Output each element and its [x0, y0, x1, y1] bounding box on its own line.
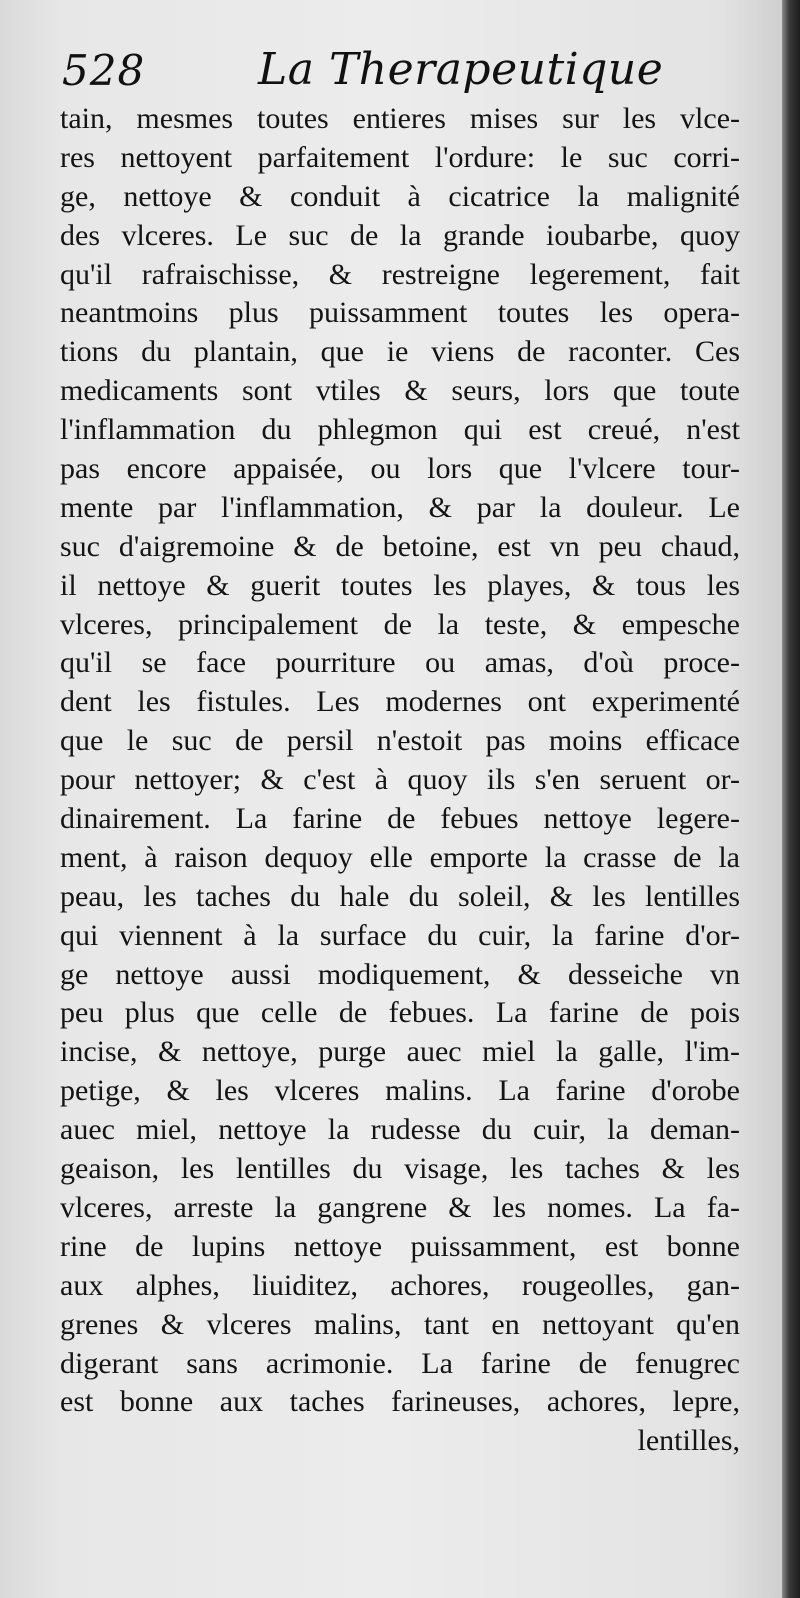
- text-line: est bonne aux taches farineuses, achores, lepre,: [60, 1385, 740, 1419]
- text-line: tain, mesmes toutes entieres mises sur les vlce-: [60, 102, 740, 135]
- text-line: pour nettoyer; & c'est à quoy ils s'en seruent or-: [60, 763, 740, 797]
- text-line: incise, & nettoye, purge auec miel la galle, l'im-: [60, 1035, 740, 1069]
- text-line: que le suc de persil n'estoit pas moins efficace: [60, 724, 740, 758]
- text-line: vlceres, principalement de la teste, & empesche: [60, 607, 740, 641]
- text-line: qu'il se face pourriture ou amas, d'où proce-: [60, 646, 740, 680]
- page-header: [58, 40, 758, 102]
- text-line: aux alphes, liuiditez, achores, rougeolles, gan-: [60, 1268, 740, 1302]
- text-line: ment, à raison dequoy elle emporte la crasse de la: [60, 840, 740, 874]
- text-line: rine de lupins nettoye puissamment, est bonne: [60, 1229, 740, 1263]
- text-line: res nettoyent parfaitement l'ordure: le suc corri-: [60, 140, 740, 174]
- text-line: pas encore appaisée, ou lors que l'vlcere tour-: [60, 452, 740, 486]
- text-line: petige, & les vlceres malins. La farine d'orobe: [60, 1074, 740, 1108]
- text-line: peau, les taches du hale du soleil, & les lentilles: [60, 879, 740, 913]
- text-line: ge, nettoye & conduit à cicatrice la malignité: [60, 179, 740, 213]
- text-line: des vlceres. Le suc de la grande ioubarbe, quoy: [60, 218, 740, 252]
- text-line: neantmoins plus puissamment toutes les opera-: [60, 296, 740, 330]
- text-line: l'inflammation du phlegmon qui est creué, n'est: [60, 413, 740, 447]
- text-line: tions du plantain, que ie viens de raconter. Ces: [60, 335, 740, 369]
- text-line: ge nettoye aussi modiquement, & desseiche vn: [60, 957, 740, 991]
- text-line: vlceres, arreste la gangrene & les nomes. La fa-: [60, 1190, 740, 1224]
- text-line: digerant sans acrimonie. La farine de fenugrec: [60, 1346, 740, 1380]
- text-line: peu plus que celle de febues. La farine de pois: [60, 996, 740, 1030]
- text-line: dinairement. La farine de febues nettoye legere-: [60, 802, 740, 836]
- text-line: qu'il rafraischisse, & restreigne legerement, fait: [60, 257, 740, 291]
- text-line: mente par l'inflammation, & par la douleur. Le: [60, 490, 740, 524]
- text-line: suc d'aigremoine & de betoine, est vn peu chaud,: [60, 529, 740, 563]
- text-line: dent les fistules. Les modernes ont experimenté: [60, 685, 740, 719]
- running-title: La Therapeutique: [258, 44, 664, 95]
- catchword: lentilles,: [637, 1424, 740, 1458]
- text-line: auec miel, nettoye la rudesse du cuir, la deman-: [60, 1113, 740, 1147]
- text-line: medicaments sont vtiles & seurs, lors que toute: [60, 374, 740, 408]
- text-line: geaison, les lentilles du visage, les taches & les: [60, 1152, 740, 1186]
- text-line: il nettoye & guerit toutes les playes, & tous les: [60, 568, 740, 602]
- text-line: grenes & vlceres malins, tant en nettoyant qu'en: [60, 1307, 740, 1341]
- page-number: 528: [62, 46, 146, 95]
- binding-gutter: [782, 0, 800, 1598]
- body-text: [60, 100, 740, 1461]
- text-line: qui viennent à la surface du cuir, la farine d'or-: [60, 918, 740, 952]
